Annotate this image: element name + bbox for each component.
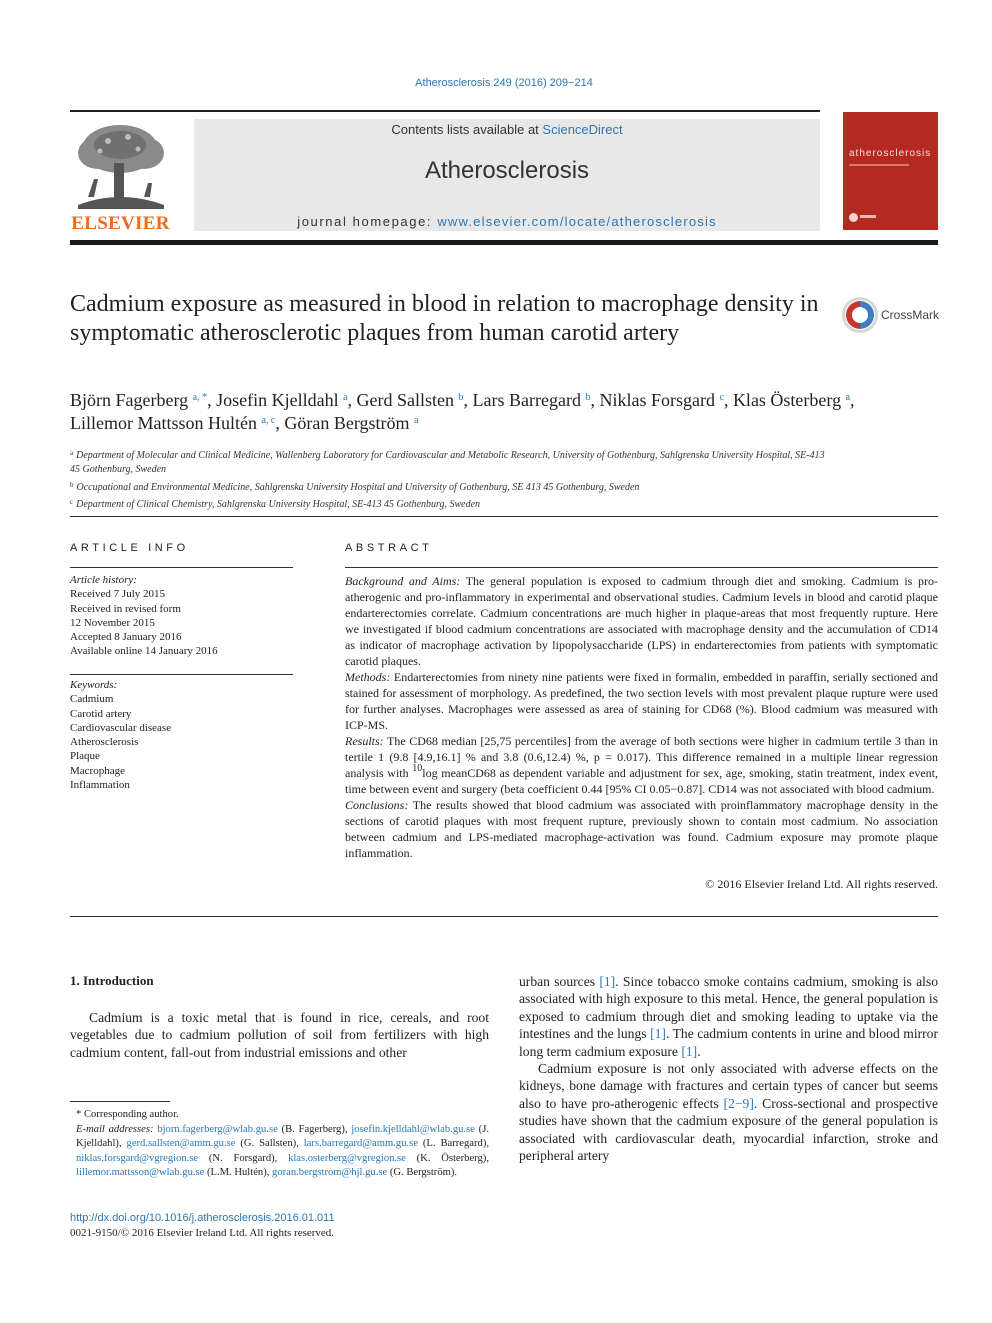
contents-prefix: Contents lists available at xyxy=(391,122,543,137)
author-affiliation-marker[interactable]: a xyxy=(845,392,851,403)
author[interactable] xyxy=(357,390,473,410)
section-rule xyxy=(70,516,938,517)
author-name: Lars Barregard xyxy=(472,390,581,410)
author-name: Björn Fagerberg xyxy=(70,390,189,410)
author-affiliation-marker[interactable]: b xyxy=(458,392,464,403)
history-item: 12 November 2015 xyxy=(70,616,155,629)
abstract-text: The results showed that blood cadmium was associated with proinflammatory macrophage density in the sections of carotid plaques with most frequent rupture, previously shown to contain most cadmium. No association between cadmium and LPS-mediated macrophage-activation was found. Cadmium exposure may promote plaque inflammation. xyxy=(345,798,938,860)
sciencedirect-link[interactable]: ScienceDirect xyxy=(542,122,623,137)
author-name: Lillemor Mattsson Hultén xyxy=(70,413,257,433)
homepage-link[interactable]: www.elsevier.com/locate/atherosclerosis xyxy=(437,214,717,229)
author[interactable] xyxy=(70,390,216,410)
abstract-body xyxy=(345,573,938,861)
article-info-heading: ARTICLE INFO xyxy=(70,542,189,554)
email-link[interactable]: goran.bergstrom@hjl.gu.se xyxy=(272,1167,388,1178)
body-text: . Since tobacco smoke contains cadmium, smoking is also associated with high exposure to this metal. Hence, the general population is exposed to cadmium through diet and smoking leading to uptake via the intestines and the lungs xyxy=(519,974,938,1042)
keyword-item: Carotid artery xyxy=(70,707,132,720)
author-affiliation-marker[interactable]: a, * xyxy=(192,392,208,403)
homepage-line xyxy=(194,214,820,229)
reference-link[interactable]: [1] xyxy=(599,974,616,989)
affiliation-b xyxy=(70,478,830,495)
journal-cover[interactable] xyxy=(843,112,938,230)
author-name: Josefin Kjelldahl xyxy=(216,390,339,410)
author[interactable] xyxy=(733,390,855,410)
body-text: . Cross-sectional and prospective studies have shown that the cadmium exposure of the general population is associated with cardiovascular death, myocardial infarction, stroke and peripheral artery xyxy=(519,1095,938,1164)
intro-paragraph-1-cont xyxy=(519,973,938,1060)
body-text: urban sources xyxy=(519,974,600,989)
history-item: Available online 14 January 2016 xyxy=(70,645,218,658)
footnote-rule xyxy=(70,1101,170,1102)
abstract-results xyxy=(345,733,938,797)
contents-line xyxy=(194,122,820,137)
article-info-rule xyxy=(70,567,293,568)
email-link[interactable]: bjorn.fagerberg@wlab.gu.se xyxy=(157,1123,278,1135)
crossmark-badge[interactable] xyxy=(841,296,941,336)
cover-subtitle-bar xyxy=(849,164,909,166)
abstract-label: Background and Aims: xyxy=(345,574,461,588)
body-text: Cadmium exposure is not only associated with adverse effects on the kidneys, bone damage with fractures and certain types of cancer but seems also to have pro-atherogenic effects xyxy=(519,1061,938,1111)
history-item: Received in revised form xyxy=(70,602,181,615)
intro-paragraph-1: Cadmium is a toxic metal that is found in rice, cereals, and root vegetables due to cadmium pollution of soil from fertilizers with high cadmium content, fall-out from industrial emissions and other xyxy=(70,1010,489,1060)
article-title: Cadmium exposure as measured in blood in relation to macrophage density in symptomatic atherosclerotic plaques from human carotid artery xyxy=(70,291,819,346)
keyword-item: Cardiovascular disease xyxy=(70,721,172,734)
email-link[interactable]: josefin.kjelldahl@wlab.gu.se xyxy=(351,1123,475,1135)
author[interactable] xyxy=(70,413,284,433)
affiliation-letter: a xyxy=(70,449,74,457)
abstract-text: log meanCD68 as dependent variable and adjustment for sex, age, smoking, statin treatment, index event, time between event and surgery (beta coefficient 0.44 [95% CI 0.05−0.87]. CD14 was not associated with blood cadmium. xyxy=(345,766,938,796)
crossmark-label: CrossMark xyxy=(881,308,940,322)
keywords-block xyxy=(70,678,293,792)
elsevier-logo xyxy=(68,119,173,235)
author[interactable] xyxy=(599,390,732,410)
abstract-label: Results: xyxy=(345,734,384,748)
journal-banner xyxy=(194,119,820,231)
affiliations xyxy=(70,446,830,512)
email-owner: (L. Barregard), xyxy=(417,1138,489,1149)
author-separator: , xyxy=(347,390,357,410)
author-name: Niklas Forsgard xyxy=(599,390,715,410)
abstract-text: The CD68 median [25,75 percentiles] from the average of both sections were higher in cadmium tertile 3 than in tertile 1 (9.8 [4.9,16.1] % and 3.8 (0.6,12.4) %, p = 0.017). This difference remained in a multiple linear regression analysis with xyxy=(345,734,938,780)
cover-logo-icon xyxy=(849,213,858,222)
email-label: E-mail addresses: xyxy=(76,1123,154,1135)
history-item: Received 7 July 2015 xyxy=(70,588,166,601)
abstract-methods xyxy=(345,669,938,733)
email-link[interactable]: lillemor.mattsson@wlab.gu.se xyxy=(76,1167,205,1178)
email-owner: (K. Österberg), xyxy=(405,1152,489,1164)
author-separator: , xyxy=(207,390,217,410)
author[interactable] xyxy=(473,390,600,410)
email-link[interactable]: lars.barregard@amm.gu.se xyxy=(303,1138,418,1149)
body-column-right xyxy=(519,973,938,1164)
reference-link[interactable]: [2−9] xyxy=(723,1095,754,1111)
reference-link[interactable]: [1] xyxy=(650,1026,666,1042)
footnotes xyxy=(70,1108,489,1181)
email-owner: (J. Kjelldahl), xyxy=(76,1123,489,1149)
author-separator: , xyxy=(723,390,733,410)
affiliation-c xyxy=(70,495,830,512)
keywords-label: Keywords: xyxy=(70,679,118,691)
affiliation-a xyxy=(70,446,830,478)
author-separator: , xyxy=(590,390,600,410)
author-affiliation-marker[interactable]: b xyxy=(585,392,591,403)
email-owner: (N. Forsgard), xyxy=(198,1152,289,1164)
affiliation-letter: c xyxy=(70,497,74,506)
keywords-list xyxy=(70,692,293,792)
keyword-item: Cadmium xyxy=(70,693,114,706)
author-affiliation-marker[interactable]: c xyxy=(719,392,724,403)
email-owner: (G. Sallsten), xyxy=(235,1138,304,1149)
author-separator: , xyxy=(275,413,285,433)
tree-icon xyxy=(68,119,173,211)
homepage-prefix: journal homepage: xyxy=(297,214,438,229)
email-link[interactable]: gerd.sallsten@amm.gu.se xyxy=(126,1138,236,1149)
journal-title: Atherosclerosis xyxy=(424,157,590,184)
abstract-background xyxy=(345,573,938,669)
doi-link[interactable]: http://dx.doi.org/10.1016/j.atherosclerosis.2016.01.011 xyxy=(70,1212,335,1224)
article-history xyxy=(70,573,293,659)
author-affiliation-marker[interactable]: a xyxy=(414,415,419,426)
corresponding-author-note: * Corresponding author. xyxy=(76,1109,179,1120)
email-owner: (L.M. Hultén), xyxy=(204,1167,273,1178)
intro-heading: 1. Introduction xyxy=(70,973,154,988)
keyword-item: Plaque xyxy=(70,750,100,763)
keywords-rule xyxy=(70,674,293,675)
author[interactable] xyxy=(216,390,356,410)
intro-paragraph-2 xyxy=(519,1060,938,1164)
keyword-item: Inflammation xyxy=(70,779,130,792)
history-item: Accepted 8 January 2016 xyxy=(70,631,182,644)
header-thick-rule xyxy=(70,240,938,245)
body-rule xyxy=(70,916,938,917)
abstract-rule xyxy=(345,567,938,568)
abstract-label: Methods: xyxy=(345,670,391,684)
email-link[interactable]: klas.osterberg@vgregion.se xyxy=(288,1152,406,1164)
abstract-heading: ABSTRACT xyxy=(345,542,433,554)
body-text: . The cadmium contents in urine and blood mirror long term cadmium exposure xyxy=(519,1026,938,1059)
email-owner: (G. Bergström). xyxy=(387,1167,458,1178)
affiliation-letter: b xyxy=(70,480,74,489)
cover-title: atherosclerosis xyxy=(849,148,932,159)
abstract-text: Endarterectomies from ninety nine patients were fixed in formalin, embedded in paraffin, serially sectioned and stained for assessment of morphology. As predefined, the two section levels with most prevalent plaque rupture were used for further analyses. Macrophages were assessed as area of staining for CD68 (%). Blood cadmium was measured with ICP-MS. xyxy=(345,670,938,732)
elsevier-wordmark: ELSEVIER xyxy=(71,213,170,234)
author-separator: , xyxy=(850,390,855,410)
email-owner: (B. Fagerberg), xyxy=(277,1123,352,1135)
author-name: Klas Österberg xyxy=(732,390,842,410)
keyword-item: Atherosclerosis xyxy=(70,736,139,749)
issn-line: 0021-9150/© 2016 Elsevier Ireland Ltd. All rights reserved. xyxy=(70,1227,335,1239)
author-list xyxy=(70,389,860,435)
author-name: Gerd Sallsten xyxy=(356,390,455,410)
author-separator: , xyxy=(463,390,473,410)
cover-logo-label xyxy=(860,215,876,218)
abstract-conclusions xyxy=(345,797,938,861)
body-text: . xyxy=(697,1043,701,1059)
log-base-superscript: 10 xyxy=(412,763,423,774)
reference-link[interactable]: [1] xyxy=(681,1043,698,1059)
author-name: Göran Bergström xyxy=(284,413,410,433)
abstract-label: Conclusions: xyxy=(345,798,409,812)
author-affiliation-marker[interactable]: a, c xyxy=(261,415,276,426)
crossmark-icon xyxy=(841,296,879,334)
affiliation-text: Department of Clinical Chemistry, Sahlgrenska University Hospital, SE-413 45 Gothenburg, Sweden xyxy=(76,498,481,510)
email-addresses xyxy=(70,1123,489,1181)
author-affiliation-marker[interactable]: a xyxy=(343,392,348,403)
keyword-item: Macrophage xyxy=(70,764,125,777)
abstract-text: The general population is exposed to cadmium through diet and smoking. Cadmium is pro-atherogenic and pro-inflammatory in experimental and observational studies. Cadmium levels in blood and carotid plaque endarterectomies correlate. Cadmium concentrations are much higher in plaque-areas that most frequently rupture. Here we investigated if blood cadmium concentrations are associated with macrophage density and the accumulation of CD14 as indicator of macrophage activation by lipopolysaccharide (LPS) in endarterectomies from patients with symptomatic carotid plaques. xyxy=(345,574,938,668)
history-list xyxy=(70,587,293,658)
author[interactable] xyxy=(284,413,418,433)
email-link[interactable]: niklas.forsgard@vgregion.se xyxy=(76,1152,199,1164)
affiliation-text: Department of Molecular and Clinical Medicine, Wallenberg Laboratory for Cardiovascular and Metabolic Research, University of Gothenburg, Sahlgrenska University Hospital, SE-413 45 Gothenburg, Sweden xyxy=(70,450,825,476)
header-rule xyxy=(70,110,820,112)
abstract-copyright: © 2016 Elsevier Ireland Ltd. All rights reserved. xyxy=(705,877,938,891)
body-column-left xyxy=(70,1009,489,1061)
journal-citation[interactable]: Atherosclerosis 249 (2016) 209−214 xyxy=(415,77,593,89)
affiliation-text: Occupational and Environmental Medicine, Sahlgrenska University Hospital and University of Gothenburg, SE 413 45 Gothenburg, Sweden xyxy=(76,481,640,493)
history-label: Article history: xyxy=(70,574,137,586)
